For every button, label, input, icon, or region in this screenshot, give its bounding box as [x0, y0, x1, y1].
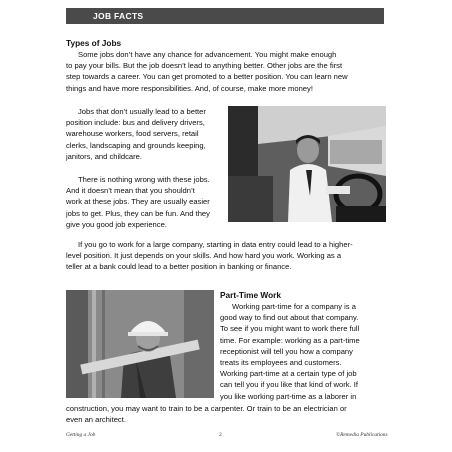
- footer-page-number: 2: [219, 432, 222, 438]
- text-line: clerks, landscaping and grounds keeping,: [66, 140, 206, 150]
- part-time-work-heading: Part-Time Work: [220, 290, 282, 300]
- footer-publisher: ©Remedia Publications: [336, 432, 388, 438]
- text-line: position include: bus and delivery drivers,: [66, 118, 205, 128]
- text-line: can tell you if you like that kind of work. If: [220, 380, 359, 390]
- text-line: If you go to work for a large company, starting in data entry could lead to a higher-: [78, 240, 353, 249]
- text-line: things and have more responsibilities. And, of course, make more money!: [66, 83, 313, 93]
- part-time-paragraph-continued: [66, 403, 396, 425]
- text-line: Working part-time for a company is a: [232, 302, 356, 311]
- types-intro-paragraph: [66, 49, 396, 94]
- footer-book-title: Getting a Job: [66, 432, 96, 438]
- text-line: treats its employees and customers.: [220, 358, 342, 368]
- text-line: teller at a bank could lead to a better position in banking or finance.: [66, 262, 292, 272]
- part-time-paragraph: [220, 301, 392, 402]
- construction-worker-illustration: [66, 290, 214, 398]
- text-line: receptionist will tell you how a company: [220, 346, 353, 356]
- text-line: And it doesn’t mean that you shouldn’t: [66, 186, 195, 196]
- text-line: Some jobs don’t have any chance for advancement. You might make enough: [78, 50, 337, 59]
- text-line: give you good job experience.: [66, 219, 167, 229]
- text-line: work at these jobs. They are usually easier: [66, 197, 210, 207]
- text-line: There is nothing wrong with these jobs.: [78, 175, 210, 184]
- text-line: time. For example: working as a part-time: [220, 335, 360, 345]
- bus-driver-photo: [228, 106, 386, 222]
- text-line: even an architect.: [66, 415, 126, 425]
- construction-worker-photo: [66, 290, 214, 398]
- text-line: Jobs that don’t usually lead to a better: [78, 107, 206, 116]
- text-line: To see if you might want to work there full: [220, 324, 360, 334]
- text-line: good way to find out about that company.: [220, 313, 359, 323]
- job-facts-banner: JOB FACTS: [66, 8, 384, 24]
- text-line: jobs to get. Plus, they can be fun. And they: [66, 208, 210, 218]
- text-line: step towards a career. You can get promoted to a better position. You can learn new: [66, 72, 348, 82]
- bus-driver-illustration: [228, 106, 386, 222]
- large-company-paragraph: [66, 239, 396, 273]
- text-line: to pay your bills. But the job doesn’t lead to anything better. Other jobs are the first: [66, 61, 343, 71]
- text-line: janitors, and childcare.: [66, 151, 142, 161]
- text-line: level position. It just depends on your skills. And how hard you work. Working as a: [66, 251, 342, 261]
- types-of-jobs-heading: Types of Jobs: [66, 38, 122, 48]
- text-line: warehouse workers, food servers, retail: [66, 129, 199, 139]
- dead-end-jobs-paragraph: [66, 106, 226, 162]
- nothing-wrong-paragraph: [66, 174, 226, 230]
- text-line: Working part-time at a certain type of job: [220, 369, 357, 379]
- text-line: construction, you may want to train to be a carpenter. Or train to be an electrician or: [66, 404, 347, 413]
- text-line: you like working part-time as a laborer in: [220, 391, 357, 401]
